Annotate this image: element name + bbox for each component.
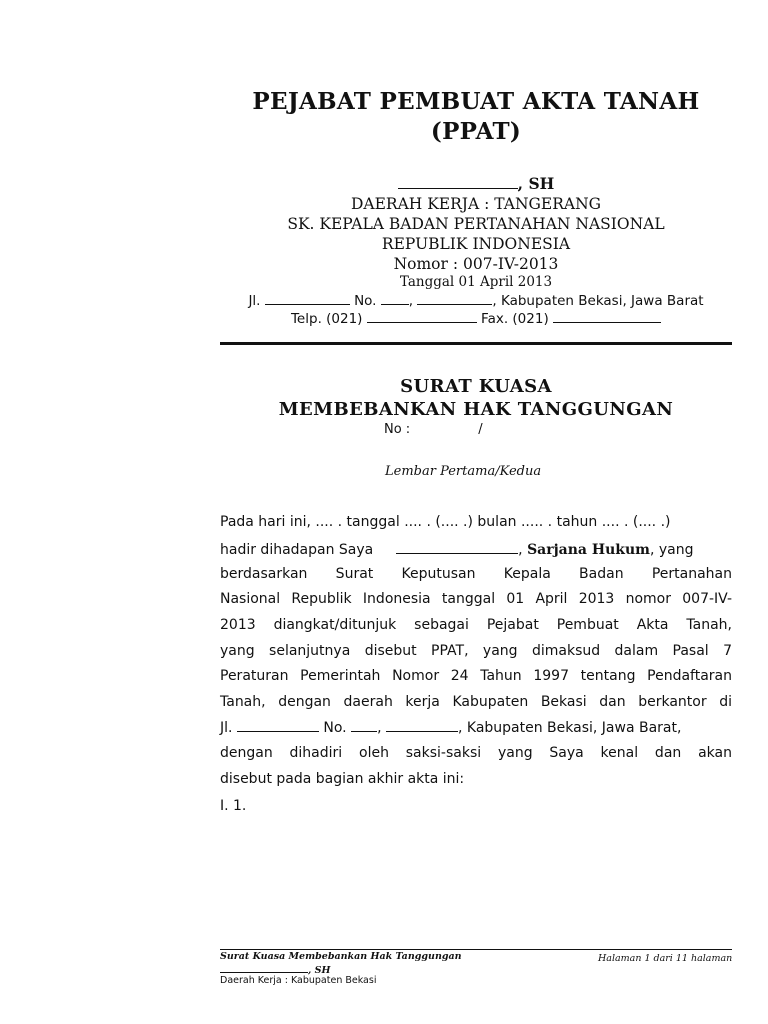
body-line-8: Tanah, dengan daerah kerja Kabupaten Bekasi dan berkantor di <box>220 694 732 710</box>
decree-number: Nomor : 007-IV-2013 <box>393 255 559 273</box>
body-line-5: 2013 diangkat/ditunjuk sebagai Pejabat Pembuat Akta Tanah, <box>220 617 732 633</box>
sk-line-1: SK. KEPALA BADAN PERTANAHAN NASIONAL <box>287 215 665 233</box>
body-line-4: Nasional Republik Indonesia tanggal 01 April 2013 nomor 007-IV- <box>220 591 732 607</box>
office-phone-fax: Telp. (021) Fax. (021) <box>220 310 732 327</box>
footer-doc-title: Surat Kuasa Membebankan Hak Tanggungan <box>220 951 462 962</box>
office-title-abbrev: (PPAT) <box>430 118 522 145</box>
name-blank <box>398 176 518 189</box>
body-line-6: yang selanjutnya disebut PPAT, yang dimaksud dalam Pasal 7 <box>220 643 732 659</box>
body-line-1: Pada hari ini, .... . tanggal .... . (.... .) bulan ..... . tahun .... . (.... .) <box>220 514 671 530</box>
body-line-2: hadir dihadapan Saya , Sarjana Hukum, yang <box>220 542 694 558</box>
body-line-7: Peraturan Pemerintah Nomor 24 Tahun 1997 tentang Pendaftaran <box>220 668 732 684</box>
letter-subtitle: MEMBEBANKAN HAK TANGGUNGAN <box>278 399 674 420</box>
letter-title: SURAT KUASA <box>400 376 552 397</box>
body-line-12: I. 1. <box>220 798 247 814</box>
body-line-9: Jl. No. , , Kabupaten Bekasi, Jawa Barat, <box>220 720 682 736</box>
office-address: Jl. No. , , Kabupaten Bekasi, Jawa Barat <box>248 293 704 309</box>
footer-page-number: Halaman 1 dari 11 halaman <box>598 953 733 964</box>
body-line-10: dengan dihadiri oleh saksi-saksi yang Saya kenal dan akan <box>220 745 732 761</box>
body-line-3: berdasarkan Surat Keputusan Kepala Badan Pertanahan <box>220 566 732 582</box>
header-divider <box>220 342 732 345</box>
body-line-11: disebut pada bagian akhir akta ini: <box>220 771 465 787</box>
footer-region: Daerah Kerja : Kabupaten Bekasi <box>220 975 377 986</box>
sheet-label: Lembar Pertama/Kedua <box>385 464 542 479</box>
region-line: DAERAH KERJA : TANGERANG <box>350 195 602 213</box>
footer-name-line: , SH <box>220 963 330 976</box>
decree-date: Tanggal 01 April 2013 <box>399 274 553 290</box>
name-suffix: , SH <box>517 174 555 193</box>
footer-divider <box>220 949 732 950</box>
office-title: PEJABAT PEMBUAT AKTA TANAH <box>252 88 700 115</box>
notary-name-blank <box>396 541 518 554</box>
official-name-line <box>220 174 732 193</box>
letter-number: No : / <box>384 422 483 437</box>
sk-line-2: REPUBLIK INDONESIA <box>381 235 571 253</box>
